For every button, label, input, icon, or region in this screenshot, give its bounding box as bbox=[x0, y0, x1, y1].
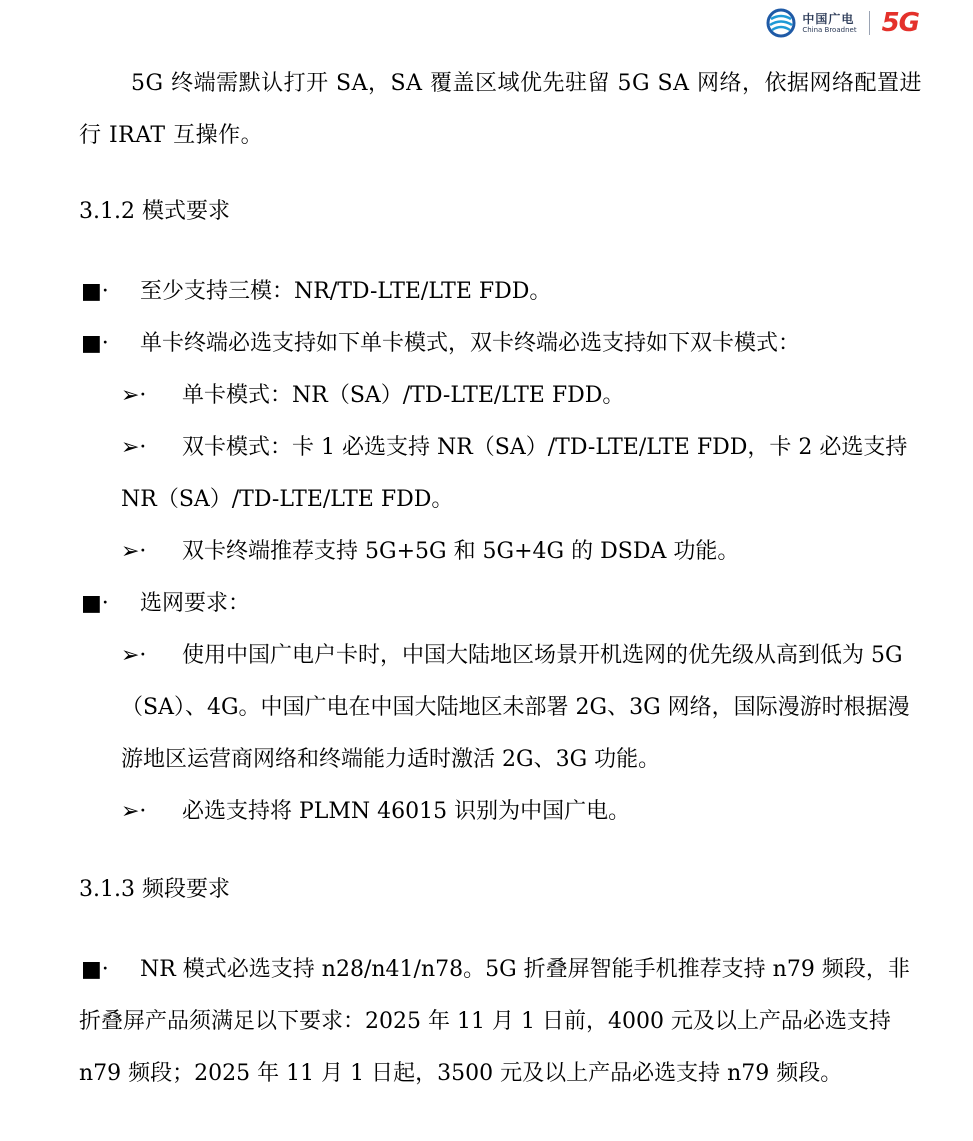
sub-list-item bbox=[121, 786, 925, 838]
arrow-bullet-icon: ➢· bbox=[121, 383, 147, 408]
sub-list-item bbox=[121, 422, 925, 526]
list-item-text: 单卡终端必选支持如下单卡模式，双卡终端必选支持如下双卡模式： bbox=[140, 331, 801, 356]
square-bullet-icon: ■· bbox=[81, 331, 109, 356]
sub-list-item-text: 双卡终端推荐支持 5G+5G 和 5G+4G 的 DSDA 功能。 bbox=[182, 539, 740, 564]
section-heading-3-1-2: 3.1.2 模式要求 bbox=[79, 199, 230, 224]
arrow-bullet-icon: ➢· bbox=[121, 799, 147, 824]
sub-list-item bbox=[121, 370, 925, 422]
logo-5g: 5G bbox=[881, 8, 919, 38]
china-broadnet-globe-icon bbox=[766, 8, 796, 38]
list-item-text: 至少支持三模：NR/TD-LTE/LTE FDD。 bbox=[140, 279, 552, 304]
sub-list-item-text: 双卡模式：卡 1 必选支持 NR（SA）/TD-LTE/LTE FDD，卡 2 必选支持 NR（SA）/TD-LTE/LTE FDD。 bbox=[121, 435, 908, 512]
arrow-bullet-icon: ➢· bbox=[121, 539, 147, 564]
list-item-text: 选网要求： bbox=[140, 591, 251, 616]
square-bullet-icon: ■· bbox=[81, 591, 109, 616]
list-item-text: NR 模式必选支持 n28/n41/n78。5G 折叠屏智能手机推荐支持 n79 频段，非折叠屏产品须满足以下要求：2025 年 11 月 1 日前，4000 元及以上产品必选支持 n79 频段；2025 年 11 月 1 日起，3500 元及以上产品必选支持 n79 频段。 bbox=[79, 957, 910, 1086]
square-bullet-icon: ■· bbox=[81, 279, 109, 304]
logo-divider bbox=[869, 11, 870, 35]
arrow-bullet-icon: ➢· bbox=[121, 435, 147, 460]
sub-list-item bbox=[121, 630, 925, 786]
sub-list-item-text: 使用中国广电户卡时，中国大陆地区场景开机选网的优先级从高到低为 5G（SA）、4G。中国广电在中国大陆地区未部署 2G、3G 网络，国际漫游时根据漫游地区运营商网络和终端能力适时激活 2G、3G 功能。 bbox=[121, 643, 910, 772]
sub-list-item-text: 必选支持将 PLMN 46015 识别为中国广电。 bbox=[182, 799, 631, 824]
brand-logo-text bbox=[802, 13, 856, 34]
logo-chinese-name: 中国广电 bbox=[802, 11, 855, 26]
sub-list-item bbox=[121, 526, 925, 578]
section-heading-3-1-3: 3.1.3 频段要求 bbox=[79, 877, 230, 902]
document-body bbox=[79, 58, 925, 1100]
list-item bbox=[79, 318, 925, 370]
list-item bbox=[79, 944, 925, 1100]
page-header bbox=[766, 4, 919, 42]
list-item bbox=[79, 578, 925, 630]
arrow-bullet-icon: ➢· bbox=[121, 643, 147, 668]
sub-list-item-text: 单卡模式：NR（SA）/TD-LTE/LTE FDD。 bbox=[182, 383, 625, 408]
intro-paragraph: 5G 终端需默认打开 SA，SA 覆盖区域优先驻留 5G SA 网络，依据网络配置进行 IRAT 互操作。 bbox=[79, 71, 922, 148]
logo-english-name: China Broadnet bbox=[802, 25, 857, 34]
square-bullet-icon: ■· bbox=[81, 957, 109, 982]
list-item bbox=[79, 266, 925, 318]
